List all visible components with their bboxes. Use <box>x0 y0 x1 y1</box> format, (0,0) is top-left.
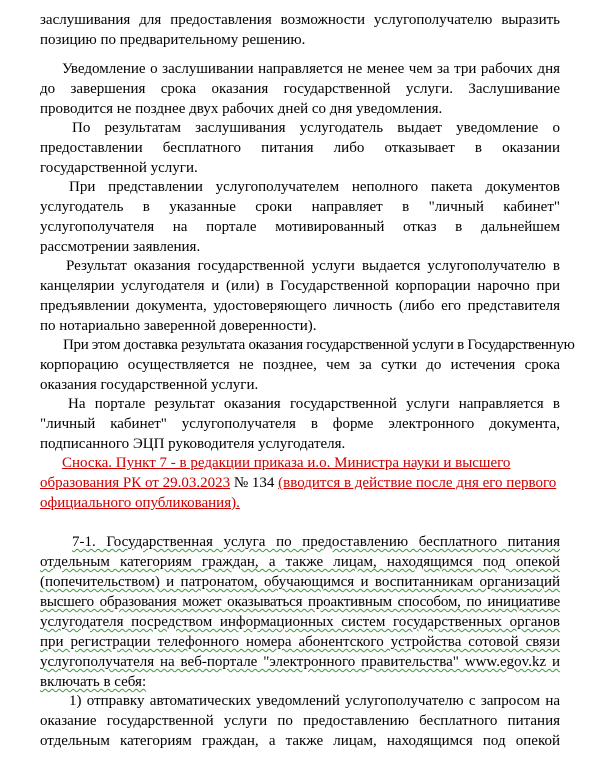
text-line: рассмотрении заявления. <box>40 239 201 255</box>
footnote-line[interactable] <box>40 473 556 493</box>
text-line: 7-1. Государственная услуга по предоставлению бесплатного питания <box>72 534 560 550</box>
text-line: подписанного ЭЦП руководителя услугодателя. <box>40 436 346 452</box>
text-line: Уведомление о заслушивании направляется не менее чем за три рабочих дня <box>62 61 560 77</box>
text-line: услугодателя посредством информационных систем государственных органов <box>40 614 560 630</box>
text-line: проводится не позднее двух рабочих дней со дня уведомления. <box>40 101 443 117</box>
text-line: включать в себя: <box>40 674 147 690</box>
text-line: заслушивания для предоставления возможности услугополучателю выразить <box>40 12 560 28</box>
text-line: При представлении услугополучателем неполного пакета документов <box>69 179 560 195</box>
text-line: при регистрации телефонного номера абонентского устройства сотовой связи <box>40 634 560 650</box>
footnote-order-number: № 134 <box>230 475 279 491</box>
text-line: отдельным категориям граждан, а также лицам, находящимся под опекой <box>40 554 560 570</box>
text-line: позицию по предварительному решению. <box>40 32 306 48</box>
text-line: услугополучателя на веб-портале "электронного правительства" www.egov.kz и <box>40 654 560 670</box>
text-line: Результат оказания государственной услуги выдается услугополучателю в <box>66 258 560 274</box>
text-line: оказание государственной услуги по предоставлению бесплатного питания <box>40 713 560 729</box>
text-line: услугополучателя на портале мотивированный отказ в дальнейшем <box>40 219 560 235</box>
text-line: канцелярии услугодателя и (или) в Государственной корпорации нарочно при <box>40 278 560 294</box>
footnote-line[interactable] <box>40 493 240 513</box>
text-line: отдельным категориям граждан, а также лицам, находящимся под опекой <box>40 733 560 749</box>
footnote-effect-note[interactable]: официального опубликования). <box>40 495 240 511</box>
text-line: предоставлении бесплатного питания либо отказывает в оказании <box>40 140 560 156</box>
footnote-line[interactable] <box>62 453 510 473</box>
text-line: По результатам заслушивания услугодатель выдает уведомление о <box>72 120 560 136</box>
text-line: оказания государственной услуги. <box>40 377 259 393</box>
text-line: 1) отправку автоматических уведомлений услугополучателю с запросом на <box>69 693 560 709</box>
text-line: На портале результат оказания государственной услуги направляется в <box>68 396 560 412</box>
footnote-order-link[interactable]: образования РК от 29.03.2023 <box>40 475 231 491</box>
text-line: по нотариально заверенной доверенности). <box>40 318 317 334</box>
text-line: государственной услуги. <box>40 160 198 176</box>
text-line: При этом доставка результата оказания государственной услуги в Государственную <box>63 337 575 353</box>
footnote-effect-note[interactable]: (вводится в действие после дня его первого <box>278 475 557 491</box>
text-line: (попечительством) и патронатом, обучающимся и воспитанникам организаций <box>40 574 560 590</box>
text-line: корпорацию осуществляется не позднее, чем за сутки до истечения срока <box>40 357 560 373</box>
text-line: "личный кабинет" услугополучателя в форме электронного документа, <box>40 416 560 432</box>
text-line: высшего образования может оказываться проактивным способом, по инициативе <box>40 594 560 610</box>
footnote-link[interactable]: Сноска. Пункт 7 - в редакции приказа и.о. Министра науки и высшего <box>62 455 511 471</box>
text-line: до завершения срока оказания государственной услуги. Заслушивание <box>40 81 560 97</box>
text-line: предъявлении документа, удостоверяющего личность (либо его представителя <box>40 298 560 314</box>
text-line: услугодатель в указанные сроки направляет в "личный кабинет" <box>40 199 560 215</box>
